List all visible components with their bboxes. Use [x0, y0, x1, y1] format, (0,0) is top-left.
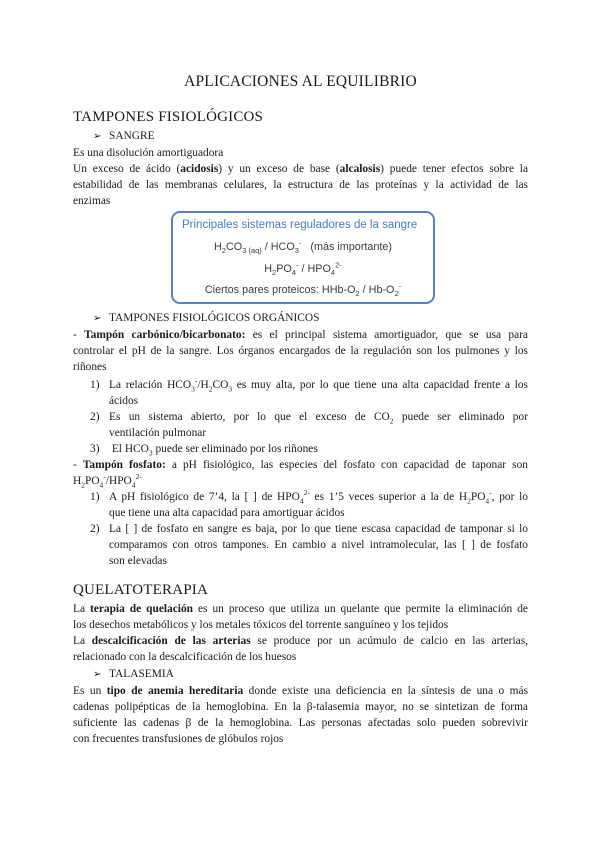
- list-item-fosf-2-line3: son elevadas: [109, 555, 167, 567]
- arrowhead-bullet-icon: ➢: [93, 131, 102, 142]
- paragraph-carbonico-line1: - Tampón carbónico/bicarbonato: es el principal sistema amortiguador, que se usa para: [73, 329, 528, 341]
- paragraph-talasemia-line2: cadenas polipépticas de la hemoglobina. En la β-talasemia mayor, no se sintetizan de forma: [73, 701, 528, 713]
- bullet-tampones-organicos: ➢ TAMPONES FISIOLÓGICOS ORGÁNICOS: [93, 310, 319, 328]
- paragraph-talasemia-line3: suficiente las cadenas β de la hemoglobina. Las personas afectadas solo pueden sobrevivir: [73, 717, 528, 729]
- list-item-carb-3-line1: El $HCO_3$ puede ser eliminado por los riñones: [109, 443, 318, 458]
- paragraph-descalcificacion-line1: La descalcificación de las arterias se produce por un acúmulo de calcio en las arterias,: [73, 635, 528, 647]
- list-item-fosf-2-line1: La [ ] de fosfato en sangre es baja, por lo que tiene escasa capacidad de tamponar si lo: [109, 523, 528, 535]
- paragraph-carbonico-line2: controlar el pH de la sangre. Los órganos encargados de la regulación son los pulmones y los: [73, 345, 528, 357]
- list-item-fosf-1-line1: A pH fisiológico de 7’4, la [ ] de $HPO_4^{2-}$ es 1’5 veces superior a la de $H_2PO_4^-$, por lo: [109, 488, 528, 506]
- paragraph-descalcificacion-line2: relacionado con la descalcificación de los huesos: [73, 651, 297, 663]
- paragraph-disolucion: Es una disolución amortiguadora: [73, 147, 224, 159]
- paragraph-quelacion-line2: los desechos metabólicos y los metales tóxicos del torrente sanguíneo y los tejidos: [73, 619, 449, 631]
- figure-title: Principales sistemas reguladores de la sangre: [182, 219, 418, 231]
- paragraph-fosfato-line1: - Tampón fosfato: a pH fisiológico, las especies del fosfato con capacidad de taponar son: [73, 459, 528, 471]
- buffer-systems-figure: [171, 211, 435, 304]
- list-number: 1): [90, 379, 100, 391]
- list-number: 3): [90, 443, 100, 455]
- page-title: APLICACIONES AL EQUILIBRIO: [184, 73, 417, 90]
- paragraph-exceso-line1: Un exceso de ácido (acidosis) y un exceso de base (alcalosis) puede tener efectos sobre la: [73, 163, 529, 175]
- paragraph-quelacion-line1: La terapia de quelación es un proceso que utiliza un quelante que permite la eliminación de: [73, 603, 528, 615]
- paragraph-carbonico-line3: riñones: [73, 361, 107, 373]
- list-item-carb-2-line1: Es un sistema abierto, por lo que el exceso de $CO_2$ puede ser eliminado por: [109, 411, 528, 426]
- section-heading-quelatoterapia: QUELATOTERAPIA: [73, 582, 209, 598]
- arrowhead-bullet-icon: ➢: [93, 313, 102, 324]
- arrowhead-bullet-icon: ➢: [93, 669, 102, 680]
- section-heading-tampones: TAMPONES FISIOLÓGICOS: [73, 109, 264, 125]
- figure-line-carbonic: $H_2CO_{3 (aq)} / HCO_3^-$ (más importante): [213, 238, 393, 256]
- figure-line-phosphate: $H_2PO_4^- / HPO_4^{2-}$: [264, 260, 342, 278]
- bullet-talasemia: ➢ TALASEMIA: [93, 666, 174, 684]
- list-item-fosf-1-line2: que tiene una alta capacidad para amortiguar ácidos: [109, 507, 345, 519]
- list-item-fosf-2-line2: comparamos con otros tampones. En cambio a nivel intramolecular, las [ ] de fosfato: [109, 539, 528, 551]
- paragraph-fosfato-line2: $H_2PO_4^-/HPO_4^{2-}$: [73, 472, 142, 490]
- list-number: 2): [90, 411, 100, 423]
- list-item-carb-1-line2: ácidos: [109, 395, 139, 407]
- bullet-sangre: ➢ SANGRE: [93, 128, 155, 146]
- list-number: 1): [90, 491, 100, 503]
- paragraph-talasemia-line1: Es un tipo de anemia hereditaria donde existe una deficiencia en la síntesis de una o más: [73, 685, 529, 697]
- paragraph-talasemia-line4: con frecuentes transfusiones de glóbulos rojos: [73, 733, 284, 745]
- list-item-carb-1-line1: La relación $HCO_3^-/H_2CO_3$ es muy alta, por lo que tiene una alta capacidad frente a los: [109, 376, 528, 394]
- list-item-carb-2-line2: ventilación pulmonar: [109, 427, 207, 439]
- paragraph-exceso-line2: estabilidad de las membranas celulares, la estructura de las proteínas y la actividad de las: [73, 179, 528, 191]
- list-number: 2): [90, 523, 100, 535]
- figure-line-proteins: Ciertos pares proteicos: HHb-$O_2 / Hb-O_2^-$: [204, 281, 402, 299]
- paragraph-exceso-line3: enzimas: [73, 195, 111, 207]
